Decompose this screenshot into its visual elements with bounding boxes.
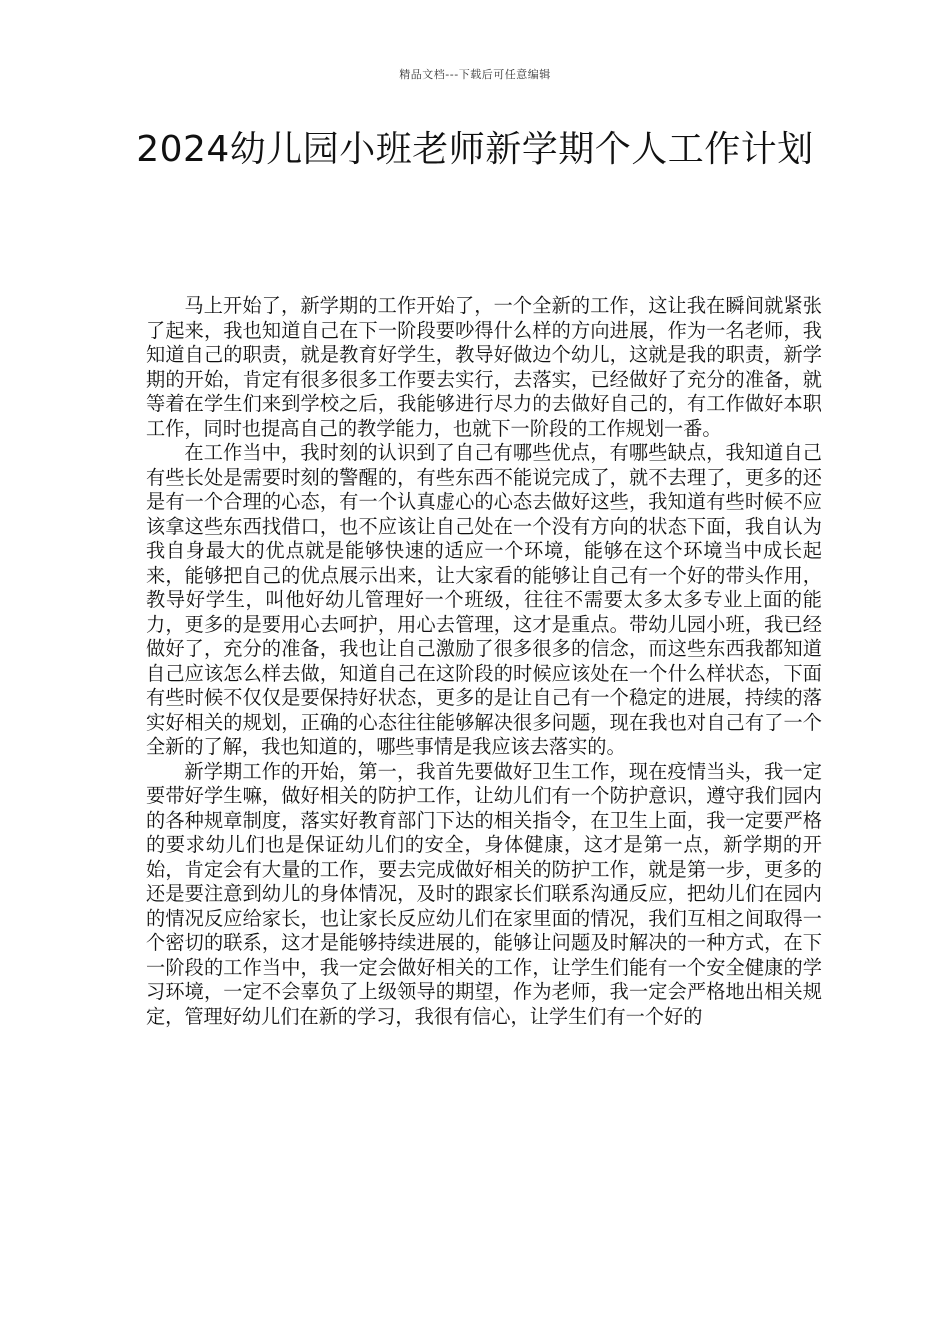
document-title: 2024幼儿园小班老师新学期个人工作计划 (136, 129, 814, 170)
body-paragraph: 新学期工作的开始，第一，我首先要做好卫生工作，现在疫情当头，我一定要带好学生嘛，做好相关的防护工作，让幼儿们有一个防护意识，遵守我们园内的各种规章制度，落实好教育部门下达的相关指令，在卫生上面，我一定要严格的要求幼儿们也是保证幼儿们的安全，身体健康，这才是第一点，新学期的开始，肯定会有大量的工作，要去完成做好相关的防护工作，就是第一步，更多的还是要注意到幼儿的身体情况，及时的跟家长们联系沟通反应，把幼儿们在园内的情况反应给家长，也让家长反应幼儿们在家里面的情况，我们互相之间取得一个密切的联系，这才是能够持续进展的，能够让问题及时解决的一种方式，在下一阶段的工作当中，我一定会做好相关的工作，让学生们能有一个安全健康的学习环境，一定不会辜负了上级领导的期望，作为老师，我一定会严格地出相关规定，管理好幼儿们在新的学习，我很有信心，让学生们有一个好的 (146, 759, 822, 1028)
body-paragraph: 马上开始了，新学期的工作开始了，一个全新的工作，这让我在瞬间就紧张了起来，我也知道自己在下一阶段要吵得什么样的方向进展，作为一名老师，我知道自己的职责，就是教育好学生，教导好做边个幼儿，这就是我的职责，新学期的开始，肯定有很多很多工作要去实行，去落实，已经做好了充分的准备，就等着在学生们来到学校之后，我能够进行尽力的去做好自己的，有工作做好本职工作，同时也提高自己的教学能力，也就下一阶段的工作规划一番。 (146, 294, 822, 440)
body-paragraph: 在工作当中，我时刻的认识到了自己有哪些优点，有哪些缺点，我知道自己有些长处是需要时刻的警醒的，有些东西不能说完成了，就不去理了，更多的还是有一个合理的心态，有一个认真虚心的心态去做好这些，我知道有些时候不应该拿这些东西找借口，也不应该让自己处在一个没有方向的状态下面，我自认为我自身最大的优点就是能够快速的适应一个环境，能够在这个环境当中成长起来，能够把自己的优点展示出来，让大家看的能够让自己有一个好的带头作用，教导好学生，叫他好幼儿管理好一个班级，往往不需要太多太多专业上面的能力，更多的是要用心去呵护，用心去管理，这才是重点。带幼儿园小班，我已经做好了，充分的准备，我也让自己激励了很多很多的信念，而这些东西我都知道自己应该怎么样去做，知道自己在这阶段的时候应该处在一个什么样状态，下面有些时候不仅仅是要保持好状态，更多的是让自己有一个稳定的进展，持续的落实好相关的规划，正确的心态往往能够解决很多问题，现在我也对自己有了一个全新的了解，我也知道的，哪些事情是我应该去落实的。 (146, 441, 822, 758)
document-body (146, 294, 822, 1029)
header-note: 精品文档---下载后可任意编辑 (399, 68, 551, 81)
